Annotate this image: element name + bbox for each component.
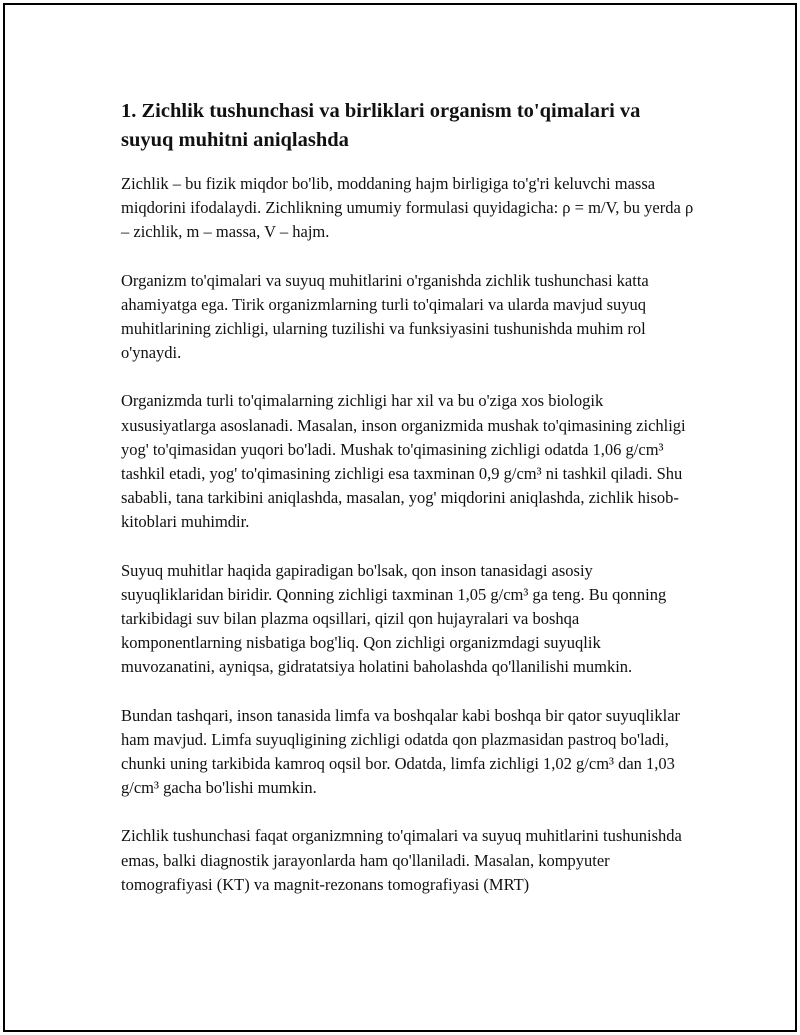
- paragraph-lymph-density: Bundan tashqari, inson tanasida limfa va boshqalar kabi boshqa bir qator suyuqliklar ham mavjud. Limfa suyuqligining zichligi odatda qon plazmasidan pastroq bo'ladi, chunki uning tarkibida kamroq oqsil bor. Odatda, limfa zichligi 1,02 g/cm³ dan 1,03 g/cm³ gacha bo'lishi mumkin.: [121, 705, 681, 798]
- paragraph-density-definition: Zichlik – bu fizik miqdor bo'lib, moddaning hajm birligiga to'g'ri keluvchi massa miqdorini ifodalaydi. Zichlikning umumiy formulasi quyidagicha: ρ = m/V, bu yerda ρ – zichlik, m – massa, V – hajm.: [121, 174, 694, 242]
- paragraph-tissue-density: Organizmda turli to'qimalarning zichligi har xil va bu o'ziga xos biologik xususiyatlarga asoslanadi. Masalan, inson organizmida mushak to'qimasining zichligi yog' to'qimasidan yuqori bo'ladi. Mushak to'qimasining zichligi odatda 1,06 g/cm³ tashkil etadi, yog' to'qimasining zichligi esa taxminan 0,9 g/cm³ ni tashkil qiladi. Shu sababli, tana tarkibini aniqlashda, masalan, yog' miqdorini aniqlashda, zichlik hisob-kitoblari muhimdir.: [121, 391, 686, 532]
- document-title: 1. Zichlik tushunchasi va birliklari organism to'qimalari va suyuq muhitni aniqlashda: [121, 100, 641, 151]
- paragraph-tissue-importance: Organizm to'qimalari va suyuq muhitlarini o'rganishda zichlik tushunchasi katta ahamiyatga ega. Tirik organizmlarning turli to'qimalari va ularda mavjud suyuq muhitlarining zichligi, ularning tuzilishi va funksiyasini tushunishda muhim rol o'ynaydi.: [121, 270, 649, 363]
- paragraph-blood-density: Suyuq muhitlar haqida gapiradigan bo'lsak, qon inson tanasidagi asosiy suyuqliklaridan biridir. Qonning zichligi taxminan 1,05 g/cm³ ga teng. Bu qonning tarkibidagi suv bilan plazma oqsillari, qizil qon hujayralari va boshqa komponentlarning nisbatiga bog'liq. Qon zichligi organizmdagi suyuqlik muvozanatini, ayniqsa, gidratatsiya holatini baholashda qo'llanilishi mumkin.: [121, 560, 667, 677]
- page-frame: [3, 3, 797, 1032]
- paragraph-diagnostics: Zichlik tushunchasi faqat organizmning to'qimalari va suyuq muhitlarini tushunishda emas, balki diagnostik jarayonlarda ham qo'llaniladi. Masalan, kompyuter tomografiyasi (KT) va magnit-rezonans tomografiyasi (MRT): [121, 826, 682, 894]
- document-body: [121, 97, 695, 921]
